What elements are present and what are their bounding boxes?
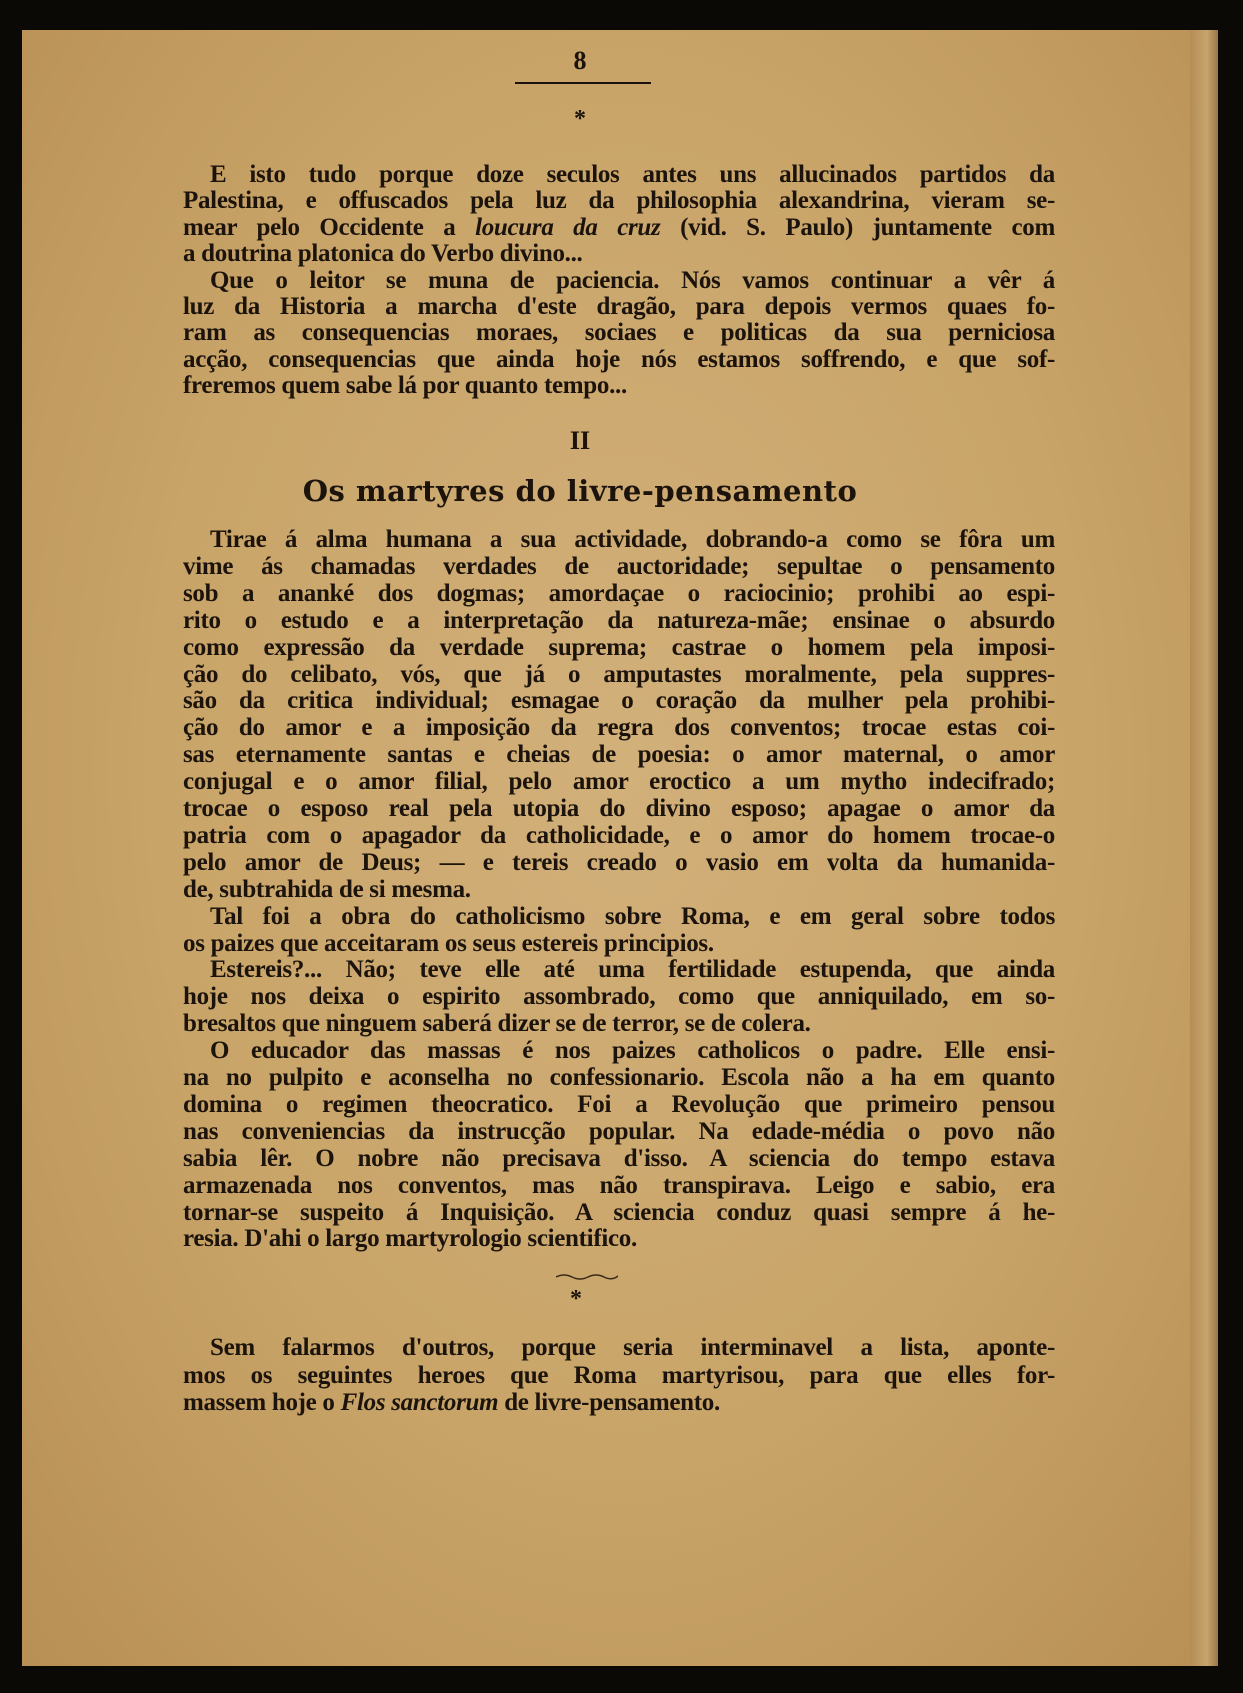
text-run: armazenada nos conventos, mas não transpirava. Leigo e sabio, era xyxy=(183,1171,1055,1199)
text-line xyxy=(183,687,1055,714)
text-run: ção do amor e a imposição da regra dos conventos; trocae estas coi- xyxy=(183,714,1055,742)
text-run: domina o regimen theocratico. Foi a Revolução que primeiro pensou xyxy=(183,1090,1055,1118)
text-line xyxy=(183,240,1055,267)
text-run: Tirae á alma humana a sua actividade, dobrando-a como se fôra um xyxy=(210,526,1055,553)
text-run: Tal foi a obra do catholicismo sobre Roma, e em geral sobre todos xyxy=(210,902,1055,930)
text-line xyxy=(183,714,1055,741)
text-run: a doutrina platonica do Verbo divino... xyxy=(183,240,583,268)
text-run: rito o estudo e a interpretação da natureza-mãe; ensinae o absurdo xyxy=(183,606,1055,634)
text-line xyxy=(183,1225,1055,1252)
text-line xyxy=(183,346,1055,373)
text-run: freremos quem sabe lá por quanto tempo... xyxy=(183,372,627,400)
text-line xyxy=(183,187,1055,214)
page-number-rule xyxy=(515,82,651,84)
text-run: Sem falarmos d'outros, porque seria interminavel a lista, aponte- xyxy=(210,1334,1055,1361)
text-run: tornar-se suspeito á Inquisição. A sciencia conduz quasi sempre á he- xyxy=(183,1198,1055,1226)
text-run: mear pelo Occidente a xyxy=(183,213,476,241)
page-number: 8 xyxy=(573,46,587,75)
text-line xyxy=(183,661,1055,688)
separator-asterisk-bottom: * xyxy=(570,1286,582,1312)
text-run: os paizes que acceitaram os seus estereis principios. xyxy=(183,929,714,957)
text-line xyxy=(183,1172,1055,1199)
text-line xyxy=(183,876,1055,903)
page-fold-edge xyxy=(1190,30,1218,1666)
text-line xyxy=(183,795,1055,822)
text-line xyxy=(210,526,1055,553)
text-run: são da critica individual; esmagae o coração da mulher pela prohibi- xyxy=(183,687,1055,715)
text-run: (vid. S. Paulo) juntamente com xyxy=(660,213,1055,241)
text-line xyxy=(183,849,1055,876)
text-line xyxy=(183,634,1055,661)
text-line xyxy=(183,1199,1055,1226)
text-line xyxy=(183,372,1055,399)
text-run: sabia lêr. O nobre não precisava d'isso. A sciencia do tempo estava xyxy=(183,1144,1055,1172)
italic-text: loucura da cruz xyxy=(475,213,661,241)
text-run: ção do celibato, vós, que já o amputastes moralmente, pela suppres- xyxy=(183,660,1055,688)
text-line xyxy=(183,214,1055,241)
text-line xyxy=(210,267,1055,294)
text-run: conjugal e o amor filial, pelo amor eroctico a um mytho indecifrado; xyxy=(183,768,1055,796)
text-run: sas eternamente santas e cheias de poesia: o amor maternal, o amor xyxy=(183,741,1055,769)
text-line xyxy=(183,741,1055,768)
text-line xyxy=(183,1118,1055,1145)
text-run: Estereis?... Não; teve elle até uma fertilidade estupenda, que ainda xyxy=(210,956,1055,984)
text-line xyxy=(183,822,1055,849)
text-line xyxy=(183,580,1055,607)
text-run: massem hoje o xyxy=(183,1389,341,1416)
text-run: acção, consequencias que ainda hoje nós estamos soffrendo, e que sof- xyxy=(183,345,1055,373)
text-run: patria com o apagador da catholicidade, e o amor do homem trocae-o xyxy=(183,821,1055,849)
text-line xyxy=(210,903,1055,930)
text-line xyxy=(183,1064,1055,1091)
text-run: bresaltos que ninguem saberá dizer se de terror, se de colera. xyxy=(183,1010,811,1038)
text-run: trocae o esposo real pela utopia do divino esposo; apagae o amor da xyxy=(183,795,1055,822)
text-run: luz da Historia a marcha d'este dragão, para depois vermos quaes fo- xyxy=(183,293,1055,320)
text-line xyxy=(183,930,1055,957)
text-run: como expressão da verdade suprema; castrae o homem pela imposi- xyxy=(183,633,1055,661)
text-line xyxy=(183,319,1055,346)
text-run: mos os seguintes heroes que Roma martyrisou, para que elles for- xyxy=(183,1361,1055,1389)
text-line xyxy=(183,293,1055,320)
text-line xyxy=(210,956,1055,983)
text-run: pelo amor de Deus; — e tereis creado o vasio em volta da humanida- xyxy=(183,848,1055,876)
text-line xyxy=(183,1362,1055,1389)
text-run: E isto tudo porque doze seculos antes uns allucinados partidos da xyxy=(210,161,1055,188)
text-line xyxy=(183,768,1055,795)
text-line xyxy=(183,607,1055,634)
text-run: de, subtrahida de si mesma. xyxy=(183,875,471,903)
text-line xyxy=(210,1037,1055,1064)
text-line xyxy=(183,553,1055,580)
text-run: de livre-pensamento. xyxy=(498,1389,720,1416)
text-run: hoje nos deixa o espirito assombrado, como que anniquilado, em so- xyxy=(183,983,1055,1011)
text-line xyxy=(183,1091,1055,1118)
text-run: ram as consequencias moraes, sociaes e politicas da sua perniciosa xyxy=(183,319,1055,347)
text-line xyxy=(183,983,1055,1010)
text-line xyxy=(210,1334,1055,1361)
text-run: sob a ananké dos dogmas; amordaçae o raciocinio; prohibi ao espi- xyxy=(183,579,1055,607)
text-line xyxy=(210,161,1055,188)
text-run: nas conveniencias da instrucção popular. Na edade-média o povo não xyxy=(183,1117,1055,1145)
text-run: Palestina, e offuscados pela luz da philosophia alexandrina, vieram se- xyxy=(183,187,1055,215)
section-title: Os martyres do livre-pensamento xyxy=(302,474,858,508)
ornament-squiggle xyxy=(556,1272,618,1280)
section-number: II xyxy=(569,426,591,455)
text-line xyxy=(183,1010,1055,1037)
separator-asterisk-top: * xyxy=(574,106,586,132)
text-run: vime ás chamadas verdades de auctoridade; sepultae o pensamento xyxy=(183,552,1055,580)
text-line xyxy=(183,1389,1055,1416)
text-line xyxy=(183,1145,1055,1172)
italic-text: Flos sanctorum xyxy=(340,1389,499,1416)
text-run: Que o leitor se muna de paciencia. Nós vamos continuar a vêr á xyxy=(210,266,1055,294)
text-run: na no pulpito e aconselha no confessionario. Escola não a ha em quanto xyxy=(183,1064,1055,1091)
text-run: resia. D'ahi o largo martyrologio scientifico. xyxy=(183,1225,637,1253)
text-run: O educador das massas é nos paizes catholicos o padre. Elle ensi- xyxy=(210,1037,1055,1065)
